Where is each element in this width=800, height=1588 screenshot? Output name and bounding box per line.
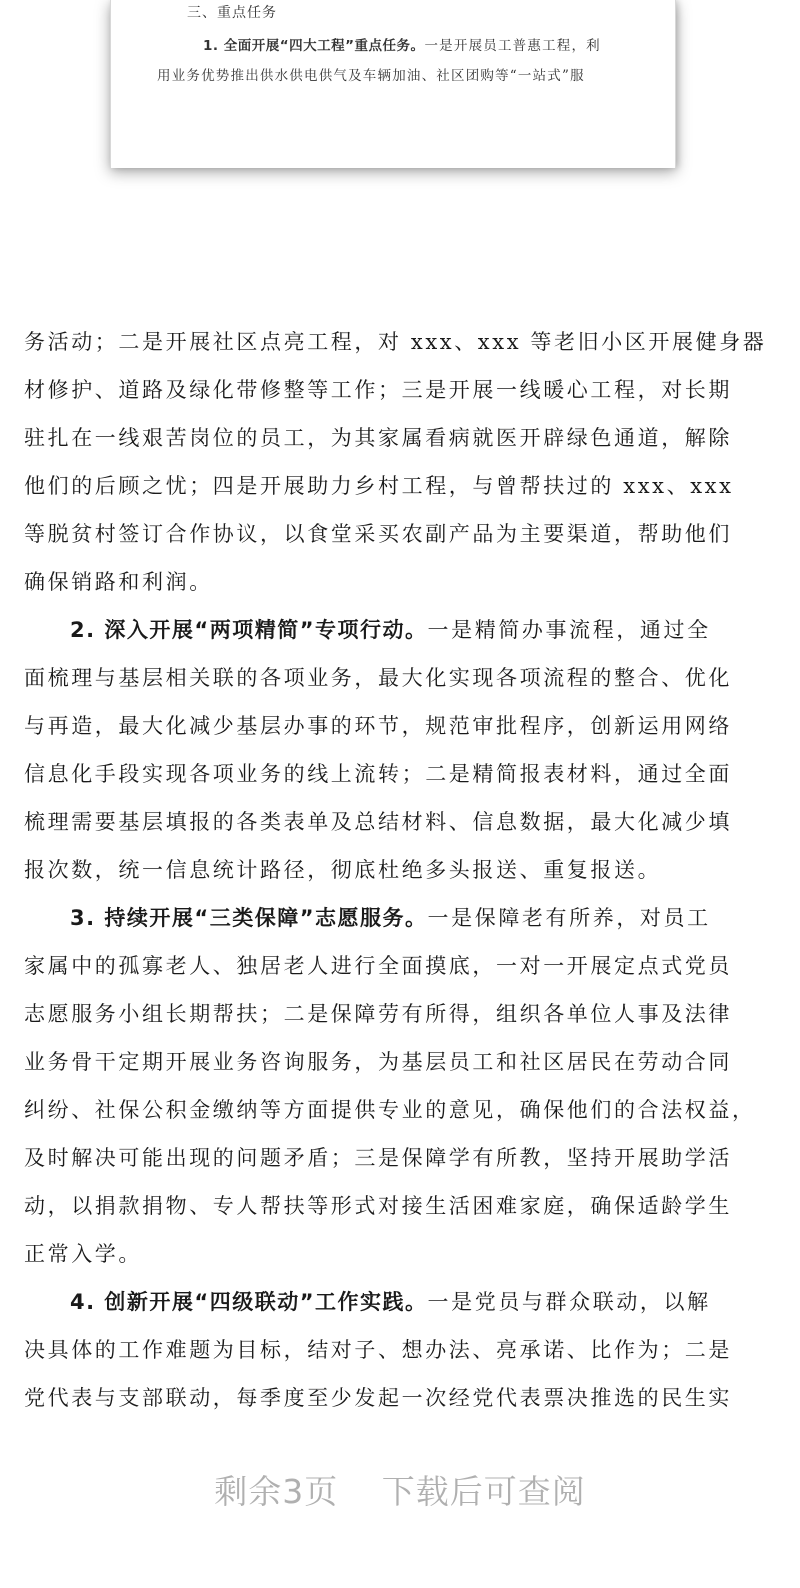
section-heading: 三、重点任务 (187, 5, 277, 21)
text-line: 志愿服务小组长期帮扶；二是保障劳有所得，组织各单位人事及法律 (24, 1002, 732, 1026)
download-prompt-banner[interactable] (0, 1466, 800, 1513)
download-to-view-text: 下载后可查阅 (381, 1472, 586, 1511)
text-line: 决具体的工作难题为目标，结对子、想办法、亮承诺、比作为；二是 (24, 1338, 732, 1362)
text-line: 家属中的孤寡老人、独居老人进行全面摸底，一对一开展定点式党员 (24, 954, 732, 978)
text-line: 报次数，统一信息统计路径，彻底杜绝多头报送、重复报送。 (24, 858, 662, 882)
item1-line1-text: 一是开展员工普惠工程，利 (424, 38, 601, 54)
text-line: 信息化手段实现各项业务的线上流转；二是精简报表材料，通过全面 (24, 762, 732, 786)
text-line: 面梳理与基层相关联的各项业务，最大化实现各项流程的整合、优化 (24, 666, 732, 690)
item1-title: 1. 全面开展“四大工程”重点任务。 (203, 38, 425, 54)
text-line: 业务骨干定期开展业务咨询服务，为基层员工和社区居民在劳动合同 (24, 1050, 732, 1074)
text-line: 与再造，最大化减少基层办事的环节，规范审批程序，创新运用网络 (24, 714, 732, 738)
text-line: 材修护、道路及绿化带修整等工作；三是开展一线暖心工程，对长期 (24, 378, 732, 402)
item2-title: 2. 深入开展“两项精简”专项行动。 (70, 618, 428, 642)
paragraph-4-first-line (24, 1278, 768, 1326)
text-line: 党代表与支部联动，每季度至少发起一次经党代表票决推选的民生实 (24, 1386, 732, 1410)
page-preview-card (110, 0, 676, 168)
text-line: 务活动；二是开展社区点亮工程，对 xxx、xxx 等老旧小区开展健身器 (24, 330, 767, 354)
text-line: 他们的后顾之忧；四是开展助力乡村工程，与曾帮扶过的 xxx、xxx (24, 474, 734, 498)
text-line: 确保销路和利润。 (24, 570, 213, 594)
item4-title: 4. 创新开展“四级联动”工作实践。 (70, 1290, 428, 1314)
item2-first-text: 一是精简办事流程，通过全 (427, 618, 711, 642)
item4-first-text: 一是党员与群众联动，以解 (427, 1290, 711, 1314)
remaining-pages-text: 剩余3页 (214, 1472, 339, 1511)
text-line: 驻扎在一线艰苦岗位的员工，为其家属看病就医开辟绿色通道，解除 (24, 426, 732, 450)
paragraph-2-first-line (24, 606, 768, 654)
paragraph-3-first-line (24, 894, 768, 942)
preview-line-2: 用业务优势推出供水供电供气及车辆加油、社区团购等“一站式”服 (157, 68, 585, 84)
preview-line-1 (203, 34, 601, 54)
item3-title: 3. 持续开展“三类保障”志愿服务。 (70, 906, 428, 930)
text-line: 等脱贫村签订合作协议，以食堂采买农副产品为主要渠道，帮助他们 (24, 522, 732, 546)
text-line: 纠纷、社保公积金缴纳等方面提供专业的意见，确保他们的合法权益， (24, 1098, 756, 1122)
document-body (24, 318, 768, 1422)
text-line: 及时解决可能出现的问题矛盾；三是保障学有所教，坚持开展助学活 (24, 1146, 732, 1170)
text-line: 正常入学。 (24, 1242, 142, 1266)
text-line: 梳理需要基层填报的各类表单及总结材料、信息数据，最大化减少填 (24, 810, 732, 834)
item3-first-text: 一是保障老有所养，对员工 (427, 906, 711, 930)
text-line: 动，以捐款捐物、专人帮扶等形式对接生活困难家庭，确保适龄学生 (24, 1194, 732, 1218)
